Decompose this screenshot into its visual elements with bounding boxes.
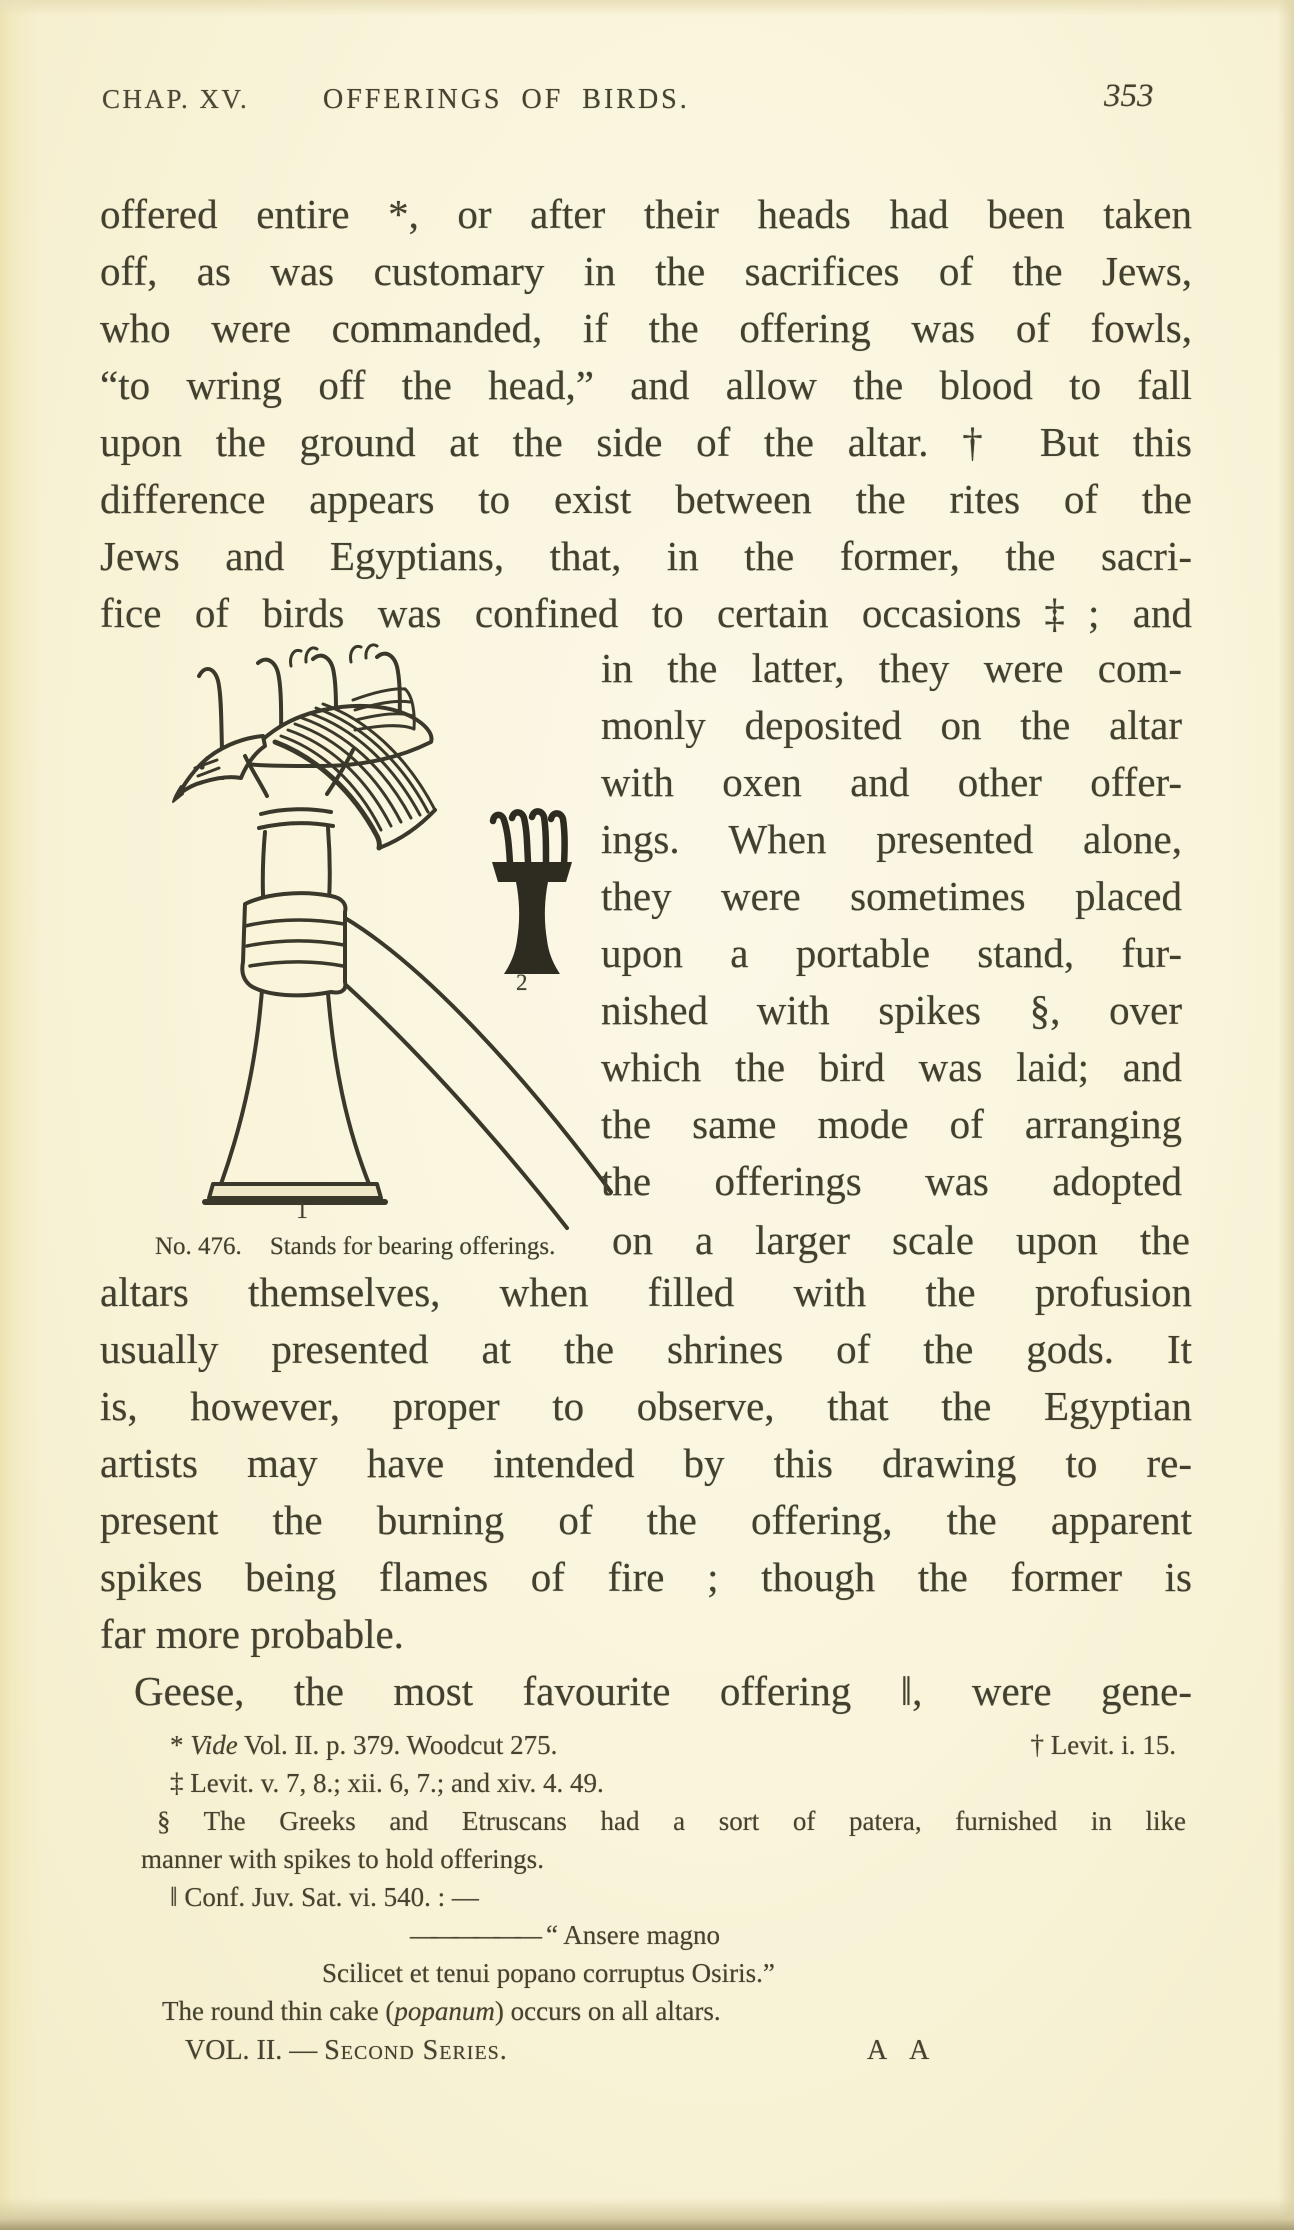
- page-edge-right: [1278, 0, 1294, 2230]
- figure-caption: [100, 1233, 612, 1261]
- body-line: altars themselves, when filled with the profusion: [100, 1269, 1192, 1315]
- body-line: Geese, the most favourite offering ‖, were gene-: [134, 1668, 1192, 1714]
- body-line: “to wring off the head,” and allow the blood to fall: [100, 362, 1192, 408]
- footnotes: [112, 1726, 1190, 2070]
- paragraph-1: [100, 186, 1192, 642]
- body-line: far more probable.: [100, 1611, 404, 1657]
- body-line: spikes being flames of fire ; though the former is: [100, 1554, 1192, 1600]
- body-line: Jews and Egyptians, that, in the former, the sacri-: [100, 533, 1192, 579]
- body-line: monly deposited on the altar: [601, 702, 1182, 748]
- footnote-5: The round thin cake (popanum) occurs on all altars.: [162, 1996, 721, 2026]
- body-line: who were commanded, if the offering was of fowls,: [100, 305, 1192, 351]
- body-line: with oxen and other offer-: [601, 759, 1182, 805]
- footer-line: [112, 2032, 1190, 2070]
- figure-label-2: 2: [516, 970, 528, 995]
- figure-caption-number: No. 476.: [155, 1233, 242, 1260]
- body-line: off, as was customary in the sacrifices of the Jews,: [100, 248, 1192, 294]
- page-edge-bottom: [0, 2198, 1294, 2230]
- page-title: OFFERINGS OF BIRDS.: [323, 84, 690, 115]
- body-line: is, however, proper to observe, that the Egyptian: [100, 1383, 1192, 1429]
- chapter-label: CHAP. XV.: [102, 84, 250, 114]
- body-line: the same mode of arranging: [601, 1101, 1182, 1147]
- caption-row: [100, 1212, 1190, 1269]
- volume-label: VOL. II. — Second Series.: [185, 2035, 508, 2066]
- figure-label-1: 1: [296, 1198, 308, 1224]
- body-line: in the latter, they were com-: [601, 645, 1182, 691]
- body-line: upon the ground at the side of the altar. † But this: [100, 419, 1192, 465]
- footnote-1: * Vide Vol. II. p. 379. Woodcut 275.: [170, 1730, 558, 1760]
- footnote-4: ‖ Conf. Juv. Sat. vi. 540. : —: [170, 1882, 479, 1912]
- paragraph-2: [100, 1264, 1192, 1720]
- footnote-2: ‡ Levit. v. 7, 8.; xii. 6, 7.; and xiv. 4. 49.: [170, 1768, 604, 1798]
- quotation-line-1: —————— “ Ansere magno: [410, 1920, 720, 1950]
- body-line: which the bird was laid; and: [601, 1044, 1182, 1090]
- body-line: upon a portable stand, fur-: [601, 930, 1182, 976]
- quotation-line-2: Scilicet et tenui popano corruptus Osiris.”: [322, 1958, 775, 1988]
- body-line: on a larger scale upon the: [612, 1217, 1190, 1263]
- body-line: fice of birds was confined to certain occasions‡; and: [100, 590, 1192, 636]
- footnote-3-continuation: manner with spikes to hold offerings.: [141, 1844, 544, 1874]
- body-line: present the burning of the offering, the apparent: [100, 1497, 1192, 1543]
- body-line: they were sometimes placed: [601, 873, 1182, 919]
- footnote-line: [112, 1726, 1190, 1764]
- wrapped-column: [601, 640, 1182, 1210]
- body-line: artists may have intended by this drawing to re-: [100, 1440, 1192, 1486]
- woodcut-small-stand-figure: [486, 804, 578, 980]
- body-line: nished with spikes §, over: [601, 987, 1182, 1033]
- body-line: difference appears to exist between the rites of the: [100, 476, 1192, 522]
- body-line: the offerings was adopted: [601, 1158, 1182, 1204]
- page-edge-top: [0, 0, 1294, 16]
- page-number: 353: [1104, 78, 1154, 114]
- footnote-3: § The Greeks and Etruscans had a sort of patera, furnished in like: [157, 1806, 1186, 1836]
- body-line: usually presented at the shrines of the gods. It: [100, 1326, 1192, 1372]
- body-line: ings. When presented alone,: [601, 816, 1182, 862]
- body-line: offered entire *, or after their heads had been taken: [100, 191, 1192, 237]
- printer-signature: A A: [867, 2035, 939, 2066]
- footnote-1-right: † Levit. i. 15.: [1030, 1730, 1176, 1760]
- page-edge-left: [0, 0, 42, 2230]
- quote-dash-rule: ——————: [410, 1920, 536, 1950]
- figure-caption-text: Stands for bearing offerings.: [269, 1233, 556, 1260]
- running-head: [0, 78, 1294, 128]
